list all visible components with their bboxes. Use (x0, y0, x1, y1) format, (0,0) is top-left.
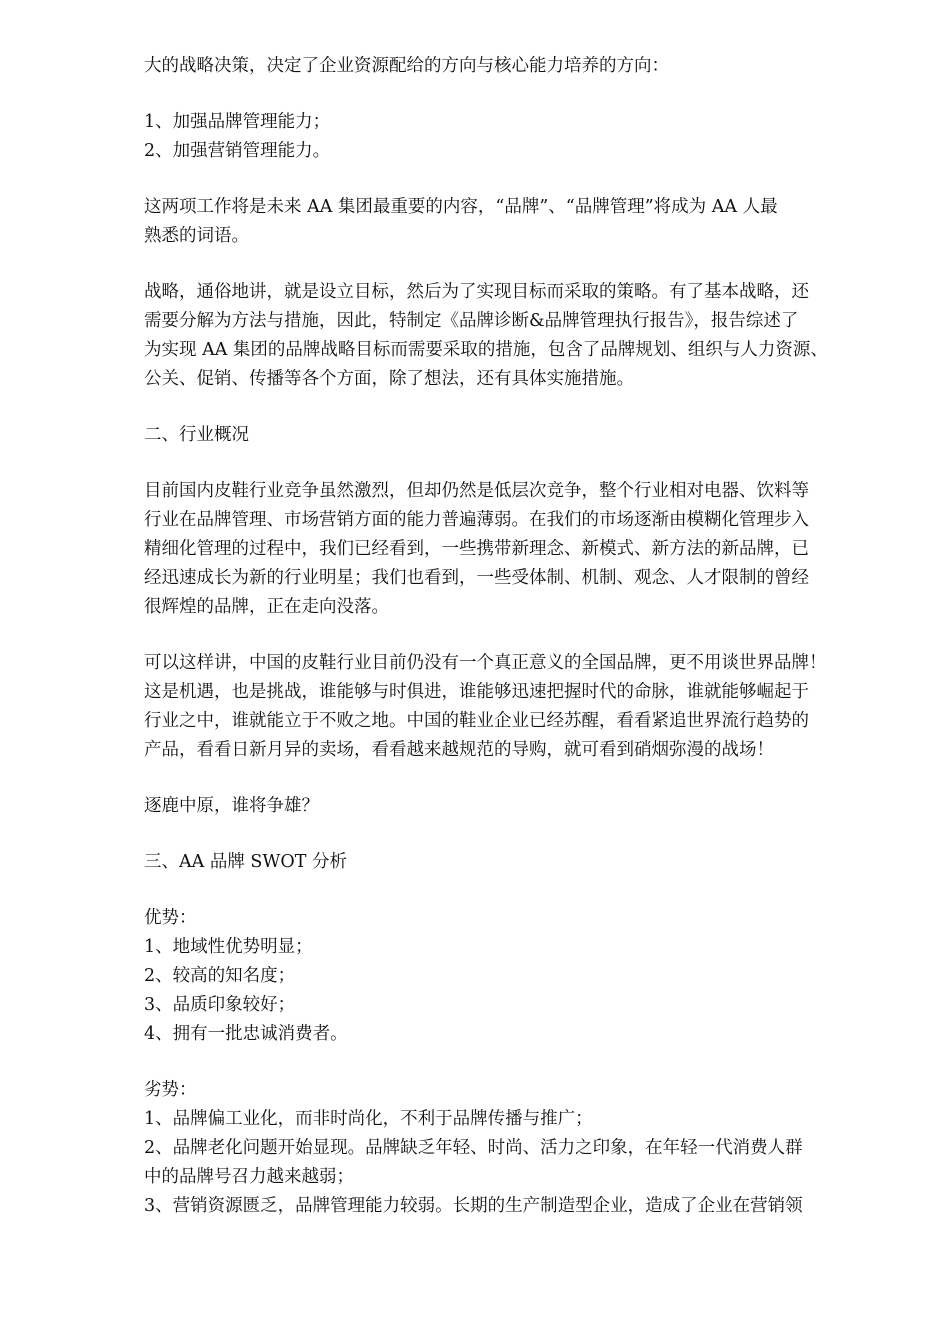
question-line: 逐鹿中原，谁将争雄？ (144, 796, 319, 816)
strength-item: 1、地域性优势明显； (144, 937, 313, 957)
importance-line: 这两项工作将是未来 AA 集团最重要的内容，“品牌”、“品牌管理”将成为 AA 人最 (144, 197, 778, 217)
weakness-item: 1、品牌偏工业化，而非时尚化，不利于品牌传播与推广； (144, 1109, 593, 1129)
industry-line: 很辉煌的品牌，正在走向没落。 (144, 597, 389, 617)
industry-line: 精细化管理的过程中，我们已经看到，一些携带新理念、新模式、新方法的新品牌，已 (144, 539, 809, 559)
opportunity-line: 产品，看看日新月异的卖场，看看越来越规范的导购，就可看到硝烟弥漫的战场！ (144, 740, 774, 760)
spacer (144, 765, 884, 792)
strength-item: 2、较高的知名度； (144, 966, 296, 986)
spacer (144, 1049, 884, 1076)
section-heading-industry: 二、行业概况 (144, 425, 249, 445)
spacer (144, 166, 884, 193)
spacer (144, 81, 884, 108)
weakness-item: 2、品牌老化问题开始显现。品牌缺乏年轻、时尚、活力之印象，在年轻一代消费人群 (144, 1138, 803, 1158)
opportunity-line: 行业之中，谁就能立于不败之地。中国的鞋业企业已经苏醒，看看紧追世界流行趋势的 (144, 711, 809, 731)
direction-item: 1、加强品牌管理能力； (144, 112, 331, 132)
strength-item: 3、品质印象较好； (144, 995, 296, 1015)
industry-line: 经迅速成长为新的行业明星；我们也看到，一些受体制、机制、观念、人才限制的曾经 (144, 568, 809, 588)
spacer (144, 877, 884, 904)
strategy-line: 为实现 AA 集团的品牌战略目标而需要采取的措施，包含了品牌规划、组织与人力资源、 (144, 340, 828, 360)
strategy-line: 战略，通俗地讲，就是设立目标，然后为了实现目标而采取的策略。有了基本战略，还 (144, 282, 809, 302)
opportunity-line: 可以这样讲，中国的皮鞋行业目前仍没有一个真正意义的全国品牌，更不用谈世界品牌！ (144, 653, 827, 673)
spacer (144, 622, 884, 649)
industry-line: 目前国内皮鞋行业竞争虽然激烈，但却仍然是低层次竞争，整个行业相对电器、饮料等 (144, 481, 809, 501)
document-page (144, 52, 884, 1221)
weakness-item: 中的品牌号召力越来越弱； (144, 1167, 354, 1187)
spacer (144, 450, 884, 477)
spacer (144, 394, 884, 421)
opportunity-line: 这是机遇，也是挑战，谁能够与时俱进，谁能够迅速把握时代的命脉，谁就能够崛起于 (144, 682, 809, 702)
spacer (144, 821, 884, 848)
strategy-line: 公关、促销、传播等各个方面，除了想法，还有具体实施措施。 (144, 369, 634, 389)
strategy-line: 需要分解为方法与措施，因此，特制定《品牌诊断&品牌管理执行报告》，报告综述了 (144, 311, 799, 331)
direction-item: 2、加强营销管理能力。 (144, 141, 331, 161)
weakness-item: 3、营销资源匮乏，品牌管理能力较弱。长期的生产制造型企业，造成了企业在营销领 (144, 1196, 803, 1216)
strengths-label: 优势： (144, 908, 197, 928)
importance-line: 熟悉的词语。 (144, 226, 249, 246)
strength-item: 4、拥有一批忠诚消费者。 (144, 1024, 348, 1044)
weaknesses-label: 劣势： (144, 1080, 197, 1100)
intro-line: 大的战略决策，决定了企业资源配给的方向与核心能力培养的方向： (144, 56, 669, 76)
industry-line: 行业在品牌管理、市场营销方面的能力普遍薄弱。在我们的市场逐渐由模糊化管理步入 (144, 510, 809, 530)
section-heading-swot: 三、AA 品牌 SWOT 分析 (144, 852, 347, 872)
spacer (144, 251, 884, 278)
